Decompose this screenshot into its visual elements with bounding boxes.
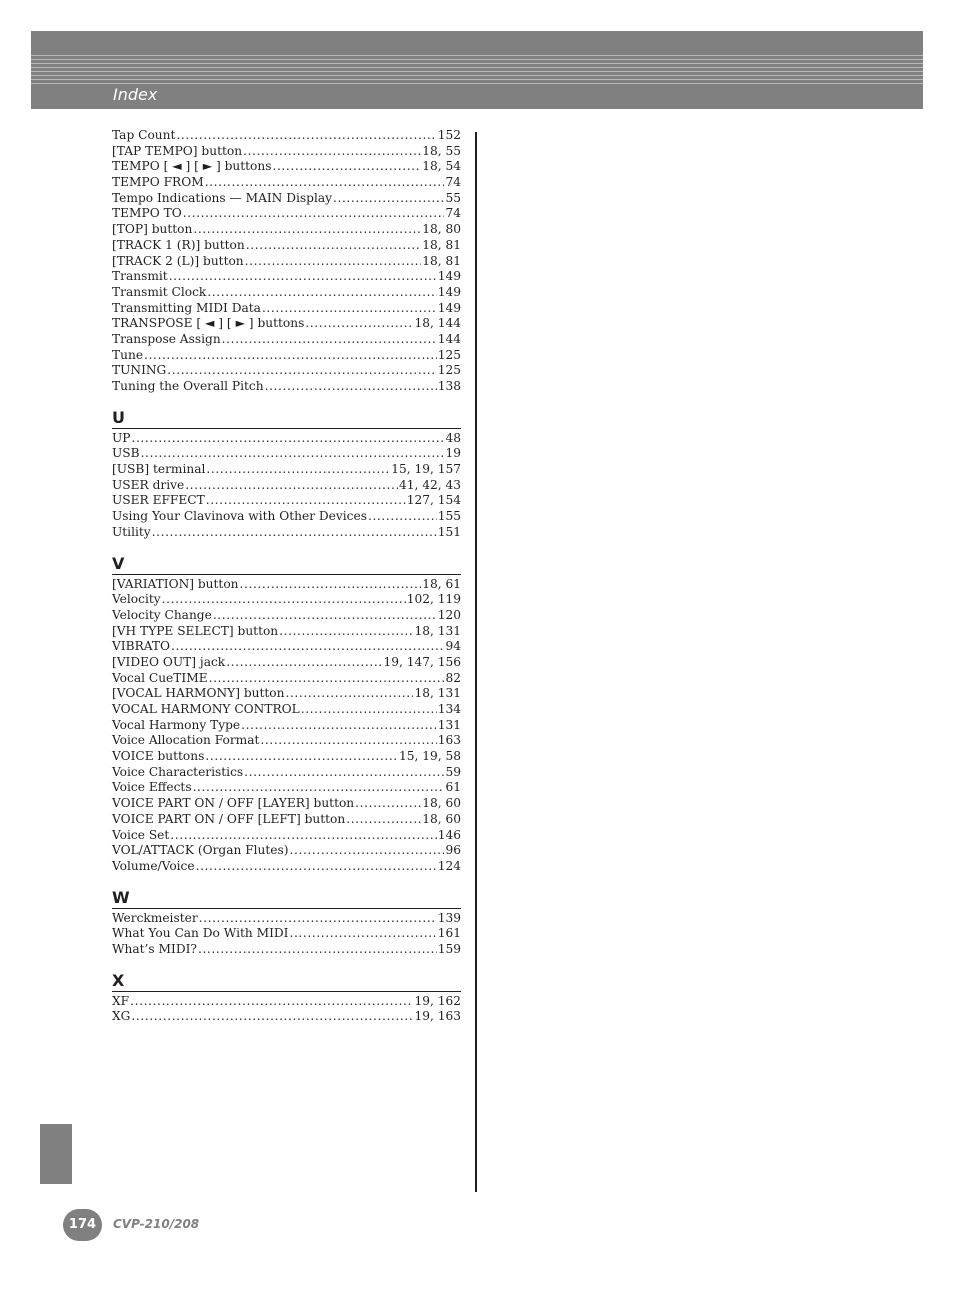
leader-dots <box>198 942 437 958</box>
entry-pages: 149 <box>437 300 461 315</box>
entry-term: Transmit <box>112 269 168 284</box>
entry-pages: 18, 131 <box>414 623 461 638</box>
entry-term: USER EFFECT <box>112 493 205 508</box>
leader-dots <box>355 796 421 812</box>
index-entry <box>112 592 461 608</box>
entry-pages: 18, 55 <box>422 143 461 158</box>
entry-pages: 120 <box>437 607 461 622</box>
index-entry <box>112 332 461 348</box>
index-entry <box>112 175 461 191</box>
entry-term: Voice Allocation Format <box>112 733 260 748</box>
section-letter: U <box>112 409 461 429</box>
leader-dots <box>207 285 436 301</box>
index-entry <box>112 608 461 624</box>
entry-pages: 146 <box>437 827 461 842</box>
entry-pages: 102, 119 <box>406 592 461 607</box>
index-entry <box>112 525 461 541</box>
entry-term: USER drive <box>112 477 185 492</box>
column-divider <box>475 132 477 1192</box>
leader-dots <box>260 733 436 749</box>
index-entry <box>112 238 461 254</box>
index-entry <box>112 316 461 332</box>
entry-pages: 18, 61 <box>422 576 461 591</box>
leader-dots <box>205 175 445 191</box>
entry-pages: 151 <box>437 524 461 539</box>
leader-dots <box>162 592 406 608</box>
index-entry <box>112 577 461 593</box>
index-entry <box>112 222 461 238</box>
leader-dots <box>246 238 421 254</box>
index-entry <box>112 812 461 828</box>
leader-dots <box>193 780 445 796</box>
entry-pages: 74 <box>445 206 461 221</box>
index-entry <box>112 686 461 702</box>
entry-term: Transpose Assign <box>112 331 221 346</box>
leader-dots <box>199 911 437 927</box>
leader-dots <box>193 222 421 238</box>
index-entry <box>112 671 461 687</box>
index-entry <box>112 206 461 222</box>
leader-dots <box>240 577 422 593</box>
entry-pages: 159 <box>437 941 461 956</box>
leader-dots <box>170 828 436 844</box>
leader-dots <box>185 478 398 494</box>
entry-pages: 18, 131 <box>414 686 461 701</box>
index-entry <box>112 926 461 942</box>
leader-dots <box>285 686 413 702</box>
leader-dots <box>346 812 421 828</box>
index-entry <box>112 624 461 640</box>
model-name: CVP-210/208 <box>113 1217 200 1231</box>
entry-term: Velocity <box>112 592 161 607</box>
leader-dots <box>169 269 437 285</box>
side-tab <box>40 1124 72 1184</box>
entry-term: [USB] terminal <box>112 462 206 477</box>
entry-term: VOICE PART ON / OFF [LEFT] button <box>112 811 346 826</box>
entry-pages: 18, 81 <box>422 253 461 268</box>
entry-term: TRANSPOSE [ ◄ ] [ ► ] buttons <box>112 316 305 331</box>
entry-term: TEMPO [ ◄ ] [ ► ] buttons <box>112 159 272 174</box>
index-entry <box>112 285 461 301</box>
index-group <box>112 128 461 395</box>
entry-pages: 18, 60 <box>422 796 461 811</box>
entry-pages: 15, 19, 58 <box>398 749 461 764</box>
entry-term: Voice Characteristics <box>112 764 244 779</box>
leader-dots <box>243 144 421 160</box>
section-letter: W <box>112 889 461 909</box>
leader-dots <box>171 639 444 655</box>
entry-term: TEMPO FROM <box>112 175 204 190</box>
entry-pages: 55 <box>445 190 461 205</box>
leader-dots <box>130 994 413 1010</box>
entry-term: VOICE PART ON / OFF [LAYER] button <box>112 796 355 811</box>
entry-term: Tuning the Overall Pitch <box>112 379 264 393</box>
entry-pages: 19, 147, 156 <box>383 654 461 669</box>
entry-term: UP <box>112 430 131 445</box>
index-entry <box>112 128 461 144</box>
entry-pages: 59 <box>445 764 461 779</box>
entry-term: USB <box>112 446 140 461</box>
leader-dots <box>272 159 421 175</box>
entry-pages: 41, 42, 43 <box>398 477 461 492</box>
entry-term: VOCAL HARMONY CONTROL <box>112 702 300 716</box>
leader-dots <box>333 191 444 207</box>
leader-dots <box>262 301 437 317</box>
entry-pages: 18, 54 <box>422 159 461 174</box>
leader-dots <box>167 363 436 379</box>
leader-dots <box>279 624 413 640</box>
entry-term: Werckmeister <box>112 910 198 925</box>
index-entry <box>112 348 461 364</box>
index-entry <box>112 159 461 175</box>
index-entry <box>112 843 461 859</box>
entry-term: [VIDEO OUT] jack <box>112 654 226 669</box>
entry-term: VOICE buttons <box>112 749 205 764</box>
entry-term: Volume/Voice <box>112 858 195 873</box>
leader-dots <box>289 926 436 942</box>
entry-term: [TRACK 1 (R)] button <box>112 237 245 252</box>
entry-term: XG <box>112 1009 131 1024</box>
entry-term: Velocity Change <box>112 607 212 622</box>
leader-dots <box>152 525 437 541</box>
index-entry <box>112 431 461 447</box>
leader-dots <box>196 859 437 875</box>
entry-pages: 144 <box>437 331 461 346</box>
index-entry <box>112 478 461 494</box>
section-letter: V <box>112 555 461 575</box>
index-group <box>112 409 461 541</box>
index-column <box>112 128 461 1025</box>
index-entry <box>112 718 461 734</box>
entry-term: [TRACK 2 (L)] button <box>112 253 244 268</box>
index-group <box>112 555 461 875</box>
index-entry <box>112 733 461 749</box>
entry-term: Tune <box>112 347 144 362</box>
index-entry <box>112 191 461 207</box>
entry-pages: 134 <box>437 702 461 716</box>
entry-term: What You Can Do With MIDI <box>112 926 289 941</box>
index-entry <box>112 144 461 160</box>
leader-dots <box>205 749 398 765</box>
index-entry <box>112 796 461 812</box>
leader-dots <box>141 446 445 462</box>
index-entry <box>112 655 461 671</box>
entry-pages: 139 <box>437 910 461 925</box>
entry-pages: 74 <box>445 175 461 190</box>
leader-dots <box>213 608 437 624</box>
entry-pages: 94 <box>445 639 461 654</box>
leader-dots <box>209 671 445 687</box>
entry-term: What’s MIDI? <box>112 941 197 956</box>
leader-dots <box>245 254 422 270</box>
leader-dots <box>244 765 444 781</box>
entry-term: Vocal CueTIME <box>112 670 208 685</box>
index-group <box>112 889 461 958</box>
entry-term: [VOCAL HARMONY] button <box>112 686 285 701</box>
entry-pages: 96 <box>445 843 461 858</box>
entry-pages: 19, 163 <box>414 1009 461 1024</box>
entry-pages: 161 <box>437 926 461 941</box>
entry-term: [TAP TEMPO] button <box>112 143 243 158</box>
entry-term: Utility <box>112 524 151 539</box>
entry-term: Transmitting MIDI Data <box>112 300 261 315</box>
leader-dots <box>226 655 382 671</box>
entry-pages: 131 <box>437 717 461 732</box>
entry-pages: 125 <box>437 363 461 378</box>
leader-dots <box>144 348 437 364</box>
entry-pages: 18, 80 <box>422 222 461 237</box>
entry-pages: 15, 19, 157 <box>391 462 461 477</box>
entry-term: XF <box>112 993 130 1008</box>
index-entry <box>112 749 461 765</box>
index-entry <box>112 702 461 718</box>
page-title: Index <box>113 85 158 104</box>
index-entry <box>112 1009 461 1025</box>
entry-pages: 18, 60 <box>422 811 461 826</box>
entry-term: Vocal Harmony Type <box>112 717 241 732</box>
entry-pages: 127, 154 <box>406 493 461 508</box>
entry-pages: 61 <box>445 780 461 795</box>
entry-term: [VARIATION] button <box>112 576 239 591</box>
index-group <box>112 972 461 1025</box>
entry-pages: 149 <box>437 284 461 299</box>
entry-pages: 18, 144 <box>414 316 461 331</box>
entry-pages: 138 <box>437 379 461 393</box>
index-entry <box>112 911 461 927</box>
entry-term: Tempo Indications — MAIN Display <box>112 190 332 205</box>
page-number: 174 <box>63 1209 102 1241</box>
entry-term: VOL/ATTACK (Organ Flutes) <box>112 843 289 858</box>
entry-term: [VH TYPE SELECT] button <box>112 623 279 638</box>
leader-dots <box>131 431 444 447</box>
index-entry <box>112 509 461 525</box>
leader-dots <box>222 332 437 348</box>
index-entry <box>112 254 461 270</box>
index-entry <box>112 462 461 478</box>
leader-dots <box>265 379 437 395</box>
index-entry <box>112 379 461 395</box>
entry-pages: 125 <box>437 347 461 362</box>
entry-pages: 163 <box>437 733 461 748</box>
entry-pages: 19, 162 <box>414 993 461 1008</box>
leader-dots <box>301 702 437 718</box>
index-entry <box>112 828 461 844</box>
index-entry <box>112 859 461 875</box>
index-entry <box>112 942 461 958</box>
section-letter: X <box>112 972 461 992</box>
index-entry <box>112 994 461 1010</box>
entry-term: Transmit Clock <box>112 284 207 299</box>
entry-pages: 152 <box>437 128 461 142</box>
entry-pages: 124 <box>437 858 461 873</box>
leader-dots <box>305 316 413 332</box>
index-entry <box>112 269 461 285</box>
leader-dots <box>290 843 445 859</box>
entry-term: TEMPO TO <box>112 206 182 221</box>
leader-dots <box>368 509 437 525</box>
leader-dots <box>131 1009 413 1025</box>
entry-term: TUNING <box>112 363 167 378</box>
entry-term: Tap Count <box>112 128 176 142</box>
entry-term: Voice Effects <box>112 780 192 795</box>
index-entry <box>112 301 461 317</box>
entry-pages: 48 <box>445 430 461 445</box>
entry-pages: 18, 81 <box>422 237 461 252</box>
entry-pages: 19 <box>445 446 461 461</box>
entry-pages: 155 <box>437 509 461 524</box>
leader-dots <box>206 493 406 509</box>
index-entry <box>112 780 461 796</box>
entry-pages: 149 <box>437 269 461 284</box>
header-band <box>31 31 923 109</box>
leader-dots <box>176 128 436 144</box>
leader-dots <box>241 718 437 734</box>
entry-term: Voice Set <box>112 827 170 842</box>
entry-term: Using Your Clavinova with Other Devices <box>112 509 367 524</box>
leader-dots <box>206 462 390 478</box>
entry-term: [TOP] button <box>112 222 193 237</box>
index-entry <box>112 363 461 379</box>
leader-dots <box>183 206 445 222</box>
index-entry <box>112 765 461 781</box>
index-entry <box>112 493 461 509</box>
index-entry <box>112 639 461 655</box>
entry-pages: 82 <box>445 670 461 685</box>
entry-term: VIBRATO <box>112 639 171 654</box>
index-entry <box>112 446 461 462</box>
header-stripes <box>31 55 923 85</box>
